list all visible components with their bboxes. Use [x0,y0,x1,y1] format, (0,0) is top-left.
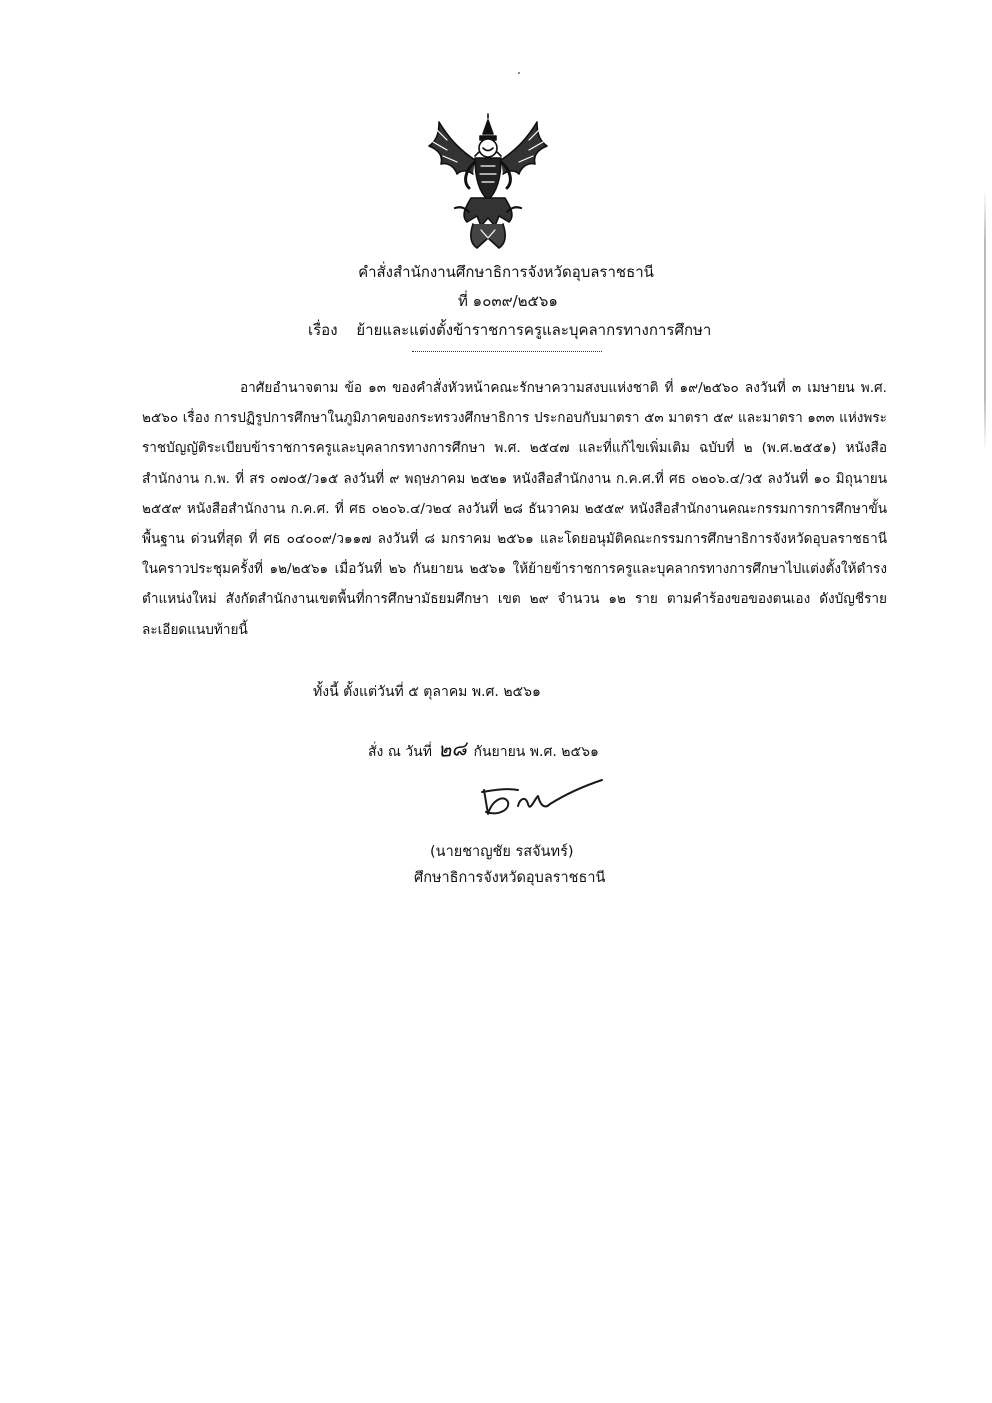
order-body-paragraph: อาศัยอำนาจตาม ข้อ ๑๓ ของคำสั่งหัวหน้าคณะรักษาความสงบแห่งชาติ ที่ ๑๙/๒๕๖๐ ลงวันที่ ๓ เมษายน พ.ศ. ๒๕๖๐ เรื่อง การปฏิรูปการศึกษาในภูมิภาคของกระทรวงศึกษาธิการ ประกอบกับมาตรา ๕๓ มาตรา ๕๙ และมาตรา ๑๓๓ แห่งพระราชบัญญัติระเบียบข้าราชการครูและบุคลากรทางการศึกษา พ.ศ. ๒๕๔๗ และที่แก้ไขเพิ่มเติม ฉบับที่ ๒ (พ.ศ.๒๕๕๑) หนังสือสำนักงาน ก.พ. ที่ สร ๐๗๐๕/ว๑๕ ลงวันที่ ๙ พฤษภาคม ๒๕๒๑ หนังสือสำนักงาน ก.ค.ศ.ที่ ศธ ๐๒๐๖.๔/ว๕ ลงวันที่ ๑๐ มิถุนายน ๒๕๕๙ หนังสือสำนักงาน ก.ค.ศ. ที่ ศธ ๐๒๐๖.๔/ว๒๔ ลงวันที่ ๒๘ ธันวาคม ๒๕๕๙ หนังสือสำนักงานคณะกรรมการการศึกษาขั้นพื้นฐาน ด่วนที่สุด ที่ ศธ ๐๔๐๐๙/ว๑๑๗ ลงวันที่ ๘ มกราคม ๒๕๖๑ และโดยอนุมัติคณะกรรมการศึกษาธิการจังหวัดอุบลราชธานี ในคราวประชุมครั้งที่ ๑๒/๒๕๖๑ เมื่อวันที่ ๒๖ กันยายน ๒๕๖๑ ให้ย้ายข้าราชการครูและบุคลากรทางการศึกษาไปแต่งตั้งให้ดำรงตำแหน่งใหม่ สังกัดสำนักงานเขตพื้นที่การศึกษามัธยมศึกษา เขต ๒๙ จำนวน ๑๒ ราย ตามคำร้องขอของตนเอง ดังบัญชีรายละเอียดแนบท้ายนี้ [142,380,887,638]
ordered-prefix: สั่ง ณ วันที่ [368,744,432,760]
dotted-divider [412,351,602,352]
order-subject [308,318,711,342]
ordered-date-line [368,733,599,765]
garuda-emblem-icon [425,112,551,252]
signer-title: ศึกษาธิการจังหวัดอุบลราชธานี [414,870,606,886]
order-title: คำสั่งสำนักงานศึกษาธิการจังหวัดอุบลราชธานี [358,263,654,281]
scan-edge-mark [984,190,986,450]
handwritten-signature [474,770,614,826]
ordered-day-handwritten: ๒๘ [437,736,468,762]
ordered-suffix: กันยายน พ.ศ. ๒๕๖๑ [473,744,599,760]
subject-text: ย้ายและแต่งตั้งข้าราชการครูและบุคลากรทางการศึกษา [356,321,712,339]
signer-name: (นายชาญชัย รสจันทร์) [430,844,574,860]
scan-speck [518,72,520,74]
order-number: ที่ ๑๐๓๙/๒๕๖๑ [458,292,558,310]
effective-date-line: ทั้งนี้ ตั้งแต่วันที่ ๕ ตุลาคม พ.ศ. ๒๕๖๑ [313,684,541,700]
subject-label: เรื่อง [308,321,338,339]
